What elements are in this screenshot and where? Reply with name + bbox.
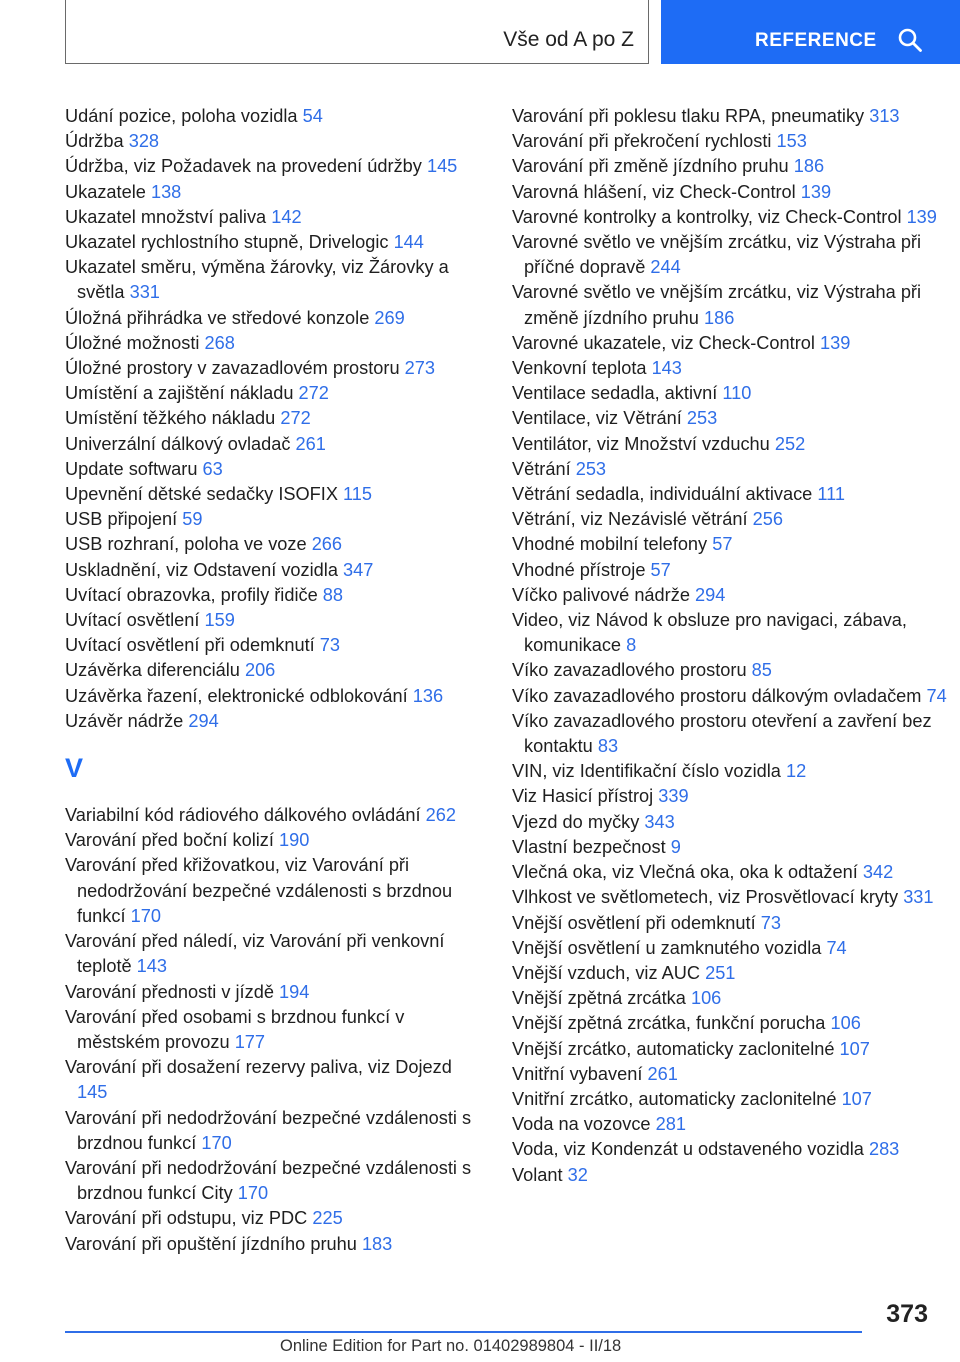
index-entry <box>65 306 485 331</box>
page-link[interactable]: 206 <box>244 660 276 681</box>
index-entry <box>65 853 485 929</box>
index-entry <box>65 532 485 557</box>
index-entry <box>512 507 952 532</box>
index-entry-text: Update softwaru <box>65 458 198 479</box>
index-entry-text: Varování při nedodržování bezpečné vzdálenosti s brzdnou funkcí <box>65 1107 472 1153</box>
page-link[interactable]: 145 <box>426 156 458 177</box>
reference-tab-label: REFERENCE <box>755 30 877 51</box>
index-entry <box>512 860 952 885</box>
footer-divider <box>65 1331 862 1333</box>
index-entry <box>512 810 952 835</box>
index-entry-text: Venkovní teplota <box>512 358 647 379</box>
index-entry <box>65 1005 485 1055</box>
index-entry <box>512 961 952 986</box>
page-link[interactable]: 225 <box>312 1208 343 1229</box>
index-entry-text: Ukazatel směru, výměna žárovky, viz Žárovky a světla <box>65 257 449 303</box>
index-entry <box>512 936 952 961</box>
header-section-box <box>65 0 649 64</box>
page-link[interactable]: 142 <box>271 206 302 227</box>
index-entry <box>65 154 485 179</box>
reference-tab[interactable] <box>661 0 960 64</box>
index-entry-text: USB rozhraní, poloha ve voze <box>65 534 307 555</box>
page-link[interactable]: 32 <box>567 1164 588 1185</box>
index-entry-text: Větrání, viz Nezávislé větrání <box>512 509 748 530</box>
page-link[interactable]: 139 <box>820 332 851 353</box>
page-link[interactable]: 111 <box>817 484 845 505</box>
index-entry-text: Ukazatel rychlostního stupně, Drivelogic <box>65 232 389 253</box>
page-link[interactable]: 186 <box>703 307 735 328</box>
index-entry <box>512 104 952 129</box>
index-entry-text: USB připojení <box>65 509 178 530</box>
page-link[interactable]: 144 <box>393 232 424 253</box>
v-entries-list <box>65 803 485 1257</box>
index-entry-text: Varování při nedodržování bezpečné vzdálenosti s brzdnou funkcí City <box>65 1157 472 1204</box>
page-link[interactable]: 244 <box>650 257 681 278</box>
index-entry <box>512 1011 952 1036</box>
page-link[interactable]: 88 <box>322 584 343 605</box>
index-entry <box>512 1137 952 1162</box>
index-entry <box>512 356 952 381</box>
index-entry-text: Ventilace sedadla, aktivní <box>512 383 718 404</box>
page-link[interactable]: 252 <box>774 433 806 454</box>
index-entry <box>512 709 952 759</box>
index-entry <box>65 583 485 608</box>
page-link[interactable]: 59 <box>182 509 203 530</box>
page-link[interactable]: 170 <box>201 1132 232 1153</box>
page-link[interactable]: 145 <box>77 1082 108 1103</box>
page-link[interactable]: 190 <box>279 830 310 851</box>
index-entry-text: Uzávěrka diferenciálu <box>65 660 240 681</box>
page-number: 373 <box>886 1300 928 1328</box>
page-link[interactable]: 339 <box>658 786 689 807</box>
index-entry <box>512 331 952 356</box>
index-entry <box>65 558 485 583</box>
page-link[interactable]: 261 <box>295 433 326 454</box>
index-entry <box>512 205 952 230</box>
index-entry <box>512 986 952 1011</box>
page-link[interactable]: 331 <box>129 282 160 303</box>
index-entry-text: Udání pozice, poloha vozidla <box>65 106 298 126</box>
index-entry-text: Varování při odstupu, viz PDC <box>65 1208 308 1229</box>
page-link[interactable]: 74 <box>826 937 847 958</box>
index-entry-text: Vnější zpětná zrcátka <box>512 988 686 1009</box>
page-link[interactable]: 273 <box>404 358 436 379</box>
index-entry-text: Vlhkost ve světlometech, viz Prosvětlovací kryty <box>512 887 899 908</box>
index-entry-text: Úložné prostory v zavazadlovém prostoru <box>65 358 400 379</box>
index-entry-text: Uvítací osvětlení při odemknutí <box>65 635 315 656</box>
page-link[interactable]: 313 <box>869 106 900 126</box>
index-entry-text: Varovné kontrolky a kontrolky, viz Check-Control <box>512 206 902 227</box>
page-link[interactable]: 281 <box>655 1114 686 1135</box>
index-entry-text: Varování při opuštění jízdního pruhu <box>65 1233 357 1254</box>
page-link[interactable]: 170 <box>237 1183 269 1204</box>
index-entry-text: Úložná přihrádka ve středové konzole <box>65 307 370 328</box>
index-entry <box>65 608 485 633</box>
index-entry-text: Víko zavazadlového prostoru <box>512 660 747 681</box>
page-link[interactable]: 269 <box>374 307 405 328</box>
index-entry-text: Uzávěrka řazení, elektronické odblokování <box>65 685 408 706</box>
page-link[interactable]: 183 <box>361 1233 393 1254</box>
index-entry <box>65 129 485 154</box>
page-link[interactable]: 266 <box>311 534 343 555</box>
index-entry-text: Víko zavazadlového prostoru otevření a zavření bez kontaktu <box>512 710 932 757</box>
index-entry-text: Varovné světlo ve vnějším zrcátku, viz Výstraha při příčné dopravě <box>512 232 922 278</box>
index-entry-text: Variabilní kód rádiového dálkového ovládání <box>65 805 421 826</box>
page-link[interactable]: 8 <box>626 635 637 656</box>
page-link[interactable]: 74 <box>926 685 947 706</box>
index-entry <box>512 1112 952 1137</box>
page-link[interactable]: 256 <box>752 509 783 530</box>
page-link[interactable]: 107 <box>841 1088 872 1109</box>
page-link[interactable]: 143 <box>651 358 682 379</box>
page-link[interactable]: 294 <box>188 710 219 731</box>
index-entry-text: Umístění těžkého nákladu <box>65 408 276 429</box>
page-link[interactable]: 143 <box>136 956 168 977</box>
index-entry-text: Úložné možnosti <box>65 332 200 353</box>
index-entry <box>65 803 485 828</box>
index-entry <box>65 104 485 129</box>
page-link[interactable]: 153 <box>776 131 807 152</box>
index-entry <box>512 658 952 683</box>
index-entry-text: Varování při poklesu tlaku RPA, pneumatiky <box>512 106 865 126</box>
index-entry-text: Víčko palivové nádrže <box>512 584 690 605</box>
page-link[interactable]: 136 <box>412 685 444 706</box>
index-entry-text: Video, viz Návod k obsluze pro navigaci, zábava, komunikace <box>512 610 907 656</box>
index-entry <box>512 885 952 910</box>
index-entry <box>65 432 485 457</box>
page-link[interactable]: 139 <box>906 206 937 227</box>
index-entry-text: Vlastní bezpečnost <box>512 836 666 857</box>
page-link[interactable]: 9 <box>670 836 681 857</box>
index-entry-text: Varování při překročení rychlosti <box>512 131 772 152</box>
index-entry <box>65 356 485 381</box>
index-entry-text: Vnější vzduch, viz AUC <box>512 962 701 983</box>
page-link[interactable]: 343 <box>644 811 675 832</box>
index-entry-text: Ventilátor, viz Množství vzduchu <box>512 433 770 454</box>
index-entry-text: Varování před boční kolizí <box>65 830 274 851</box>
index-entry <box>65 1206 485 1231</box>
index-entry-text: Uskladnění, viz Odstavení vozidla <box>65 559 338 580</box>
page-link[interactable]: 253 <box>686 408 718 429</box>
index-entry-text: Varování při změně jízdního pruhu <box>512 156 789 177</box>
index-entry-text: Vhodné mobilní telefony <box>512 534 708 555</box>
index-entry-text: Univerzální dálkový ovladač <box>65 433 291 454</box>
index-entry <box>512 583 952 608</box>
index-entry <box>65 1055 485 1105</box>
page-link[interactable]: 272 <box>298 383 329 404</box>
index-entry <box>512 432 952 457</box>
index-entry-text: Varovné ukazatele, viz Check-Control <box>512 332 815 353</box>
index-entry <box>512 835 952 860</box>
footer-edition-text <box>280 1337 621 1356</box>
index-entry-text: Varovné světlo ve vnějším zrcátku, viz Výstraha při změně jízdního pruhu <box>512 282 922 328</box>
index-entry-text: Varování při dosažení rezervy paliva, viz Dojezd <box>65 1057 452 1078</box>
page-link[interactable]: 347 <box>343 559 374 580</box>
section-title: Vše od A po Z <box>503 28 634 51</box>
index-entry <box>512 381 952 406</box>
index-entry <box>65 482 485 507</box>
section-letter-v: V <box>65 753 84 784</box>
index-entry <box>512 532 952 557</box>
index-entry <box>512 1163 952 1188</box>
index-entry-text: Varování před osobami s brzdnou funkcí v městském provozu <box>65 1006 405 1052</box>
index-entry <box>512 684 952 709</box>
index-entry-text: Varování před náledí, viz Varování při venkovní teplotě <box>65 931 445 977</box>
index-entry <box>512 558 952 583</box>
page-link[interactable]: 106 <box>830 1013 861 1034</box>
index-entry-text: Vhodné přístroje <box>512 559 646 580</box>
index-entry <box>65 381 485 406</box>
page-link[interactable]: 170 <box>130 905 161 926</box>
index-entry-text: Uvítací obrazovka, profily řidiče <box>65 584 318 605</box>
page-link[interactable]: 115 <box>343 484 373 505</box>
search-icon[interactable] <box>897 27 923 53</box>
page-link[interactable]: 106 <box>690 988 722 1009</box>
page-link[interactable]: 107 <box>839 1038 870 1059</box>
page-link[interactable]: 73 <box>760 912 781 933</box>
index-entry <box>512 784 952 809</box>
index-entry <box>65 1232 485 1257</box>
page-link[interactable]: 63 <box>202 458 223 479</box>
index-entry <box>65 633 485 658</box>
index-entry-text: Volant <box>512 1164 563 1185</box>
index-entry-text: Vnější osvětlení u zamknutého vozidla <box>512 937 822 958</box>
index-entry-text: Větrání <box>512 458 571 479</box>
index-entry-text: Umístění a zajištění nákladu <box>65 383 294 404</box>
index-entry <box>512 280 952 330</box>
page-link[interactable]: 83 <box>597 736 619 757</box>
index-entry-text: Ukazatele <box>65 181 146 202</box>
page-link[interactable]: 57 <box>712 534 733 555</box>
index-entry-text: Voda na vozovce <box>512 1114 651 1135</box>
index-entry <box>65 1156 485 1206</box>
page-link[interactable]: 159 <box>204 610 235 631</box>
page-link[interactable]: 331 <box>903 887 934 908</box>
u-entries-list <box>65 104 485 734</box>
page-link[interactable]: 177 <box>234 1031 266 1052</box>
page-link[interactable]: 138 <box>150 181 182 202</box>
index-entry <box>512 457 952 482</box>
page-link[interactable]: 194 <box>279 981 310 1002</box>
page-link[interactable]: 262 <box>425 805 456 826</box>
v-entries-list-continued <box>512 104 952 1188</box>
index-entry-text: Víko zavazadlového prostoru dálkovým ovladačem <box>512 685 922 706</box>
index-entry <box>65 230 485 255</box>
index-entry-text: Vjezd do myčky <box>512 811 640 832</box>
index-entry-text: Varování před křižovatkou, viz Varování při nedodržování bezpečné vzdálenosti s brzdnou funkcí <box>65 855 453 926</box>
index-entry <box>65 929 485 979</box>
index-entry-text: Údržba <box>65 131 124 152</box>
index-column-left <box>65 104 485 1257</box>
index-entry <box>512 1037 952 1062</box>
index-entry-text: Vnější osvětlení při odemknutí <box>512 912 756 933</box>
page-link[interactable]: 294 <box>695 584 726 605</box>
index-entry-text: Ventilace, viz Větrání <box>512 408 682 429</box>
page-link[interactable]: 328 <box>128 131 160 152</box>
index-entry <box>65 331 485 356</box>
index-entry <box>65 255 485 305</box>
index-entry <box>512 608 952 658</box>
index-entry-text: VIN, viz Identifikační číslo vozidla <box>512 761 781 782</box>
page-link[interactable]: 186 <box>793 156 825 177</box>
index-entry <box>512 154 952 179</box>
index-entry <box>512 230 952 280</box>
index-entry <box>65 457 485 482</box>
page-link[interactable]: 251 <box>705 962 736 983</box>
index-entry <box>512 911 952 936</box>
page-link[interactable]: 12 <box>785 761 807 782</box>
index-entry-text: Uvítací osvětlení <box>65 610 200 631</box>
index-entry <box>65 1106 485 1156</box>
index-entry-text: Větrání sedadla, individuální aktivace <box>512 484 813 505</box>
page-link[interactable]: 283 <box>868 1139 900 1160</box>
index-column-right <box>512 104 952 1188</box>
index-entry <box>512 129 952 154</box>
edition-text: Online Edition for Part no. 01402989804 - II/18 <box>280 1337 622 1355</box>
page-link[interactable]: 85 <box>751 660 772 681</box>
page-link[interactable]: 268 <box>204 332 235 353</box>
page-link[interactable]: 261 <box>647 1063 678 1084</box>
page-link[interactable]: 57 <box>650 559 671 580</box>
index-entry-text: Údržba, viz Požadavek na provedení údržby <box>65 156 422 177</box>
index-entry <box>512 759 952 784</box>
page-link[interactable]: 110 <box>722 383 752 404</box>
index-entry <box>512 180 952 205</box>
index-entry-text: Vnitřní zrcátko, automaticky zaclonitelné <box>512 1088 837 1109</box>
index-entry <box>65 980 485 1005</box>
index-entry-text: Vnější zpětná zrcátka, funkční porucha <box>512 1013 826 1034</box>
index-entry <box>512 1087 952 1112</box>
index-entry <box>65 180 485 205</box>
page-link[interactable]: 54 <box>302 106 323 126</box>
index-entry-text: Vlečná oka, viz Vlečná oka, oka k odtažení <box>512 862 858 883</box>
index-entry <box>65 406 485 431</box>
index-entry-text: Ukazatel množství paliva <box>65 206 267 227</box>
page-link[interactable]: 253 <box>575 458 607 479</box>
index-entry-text: Uzávěr nádrže <box>65 710 184 731</box>
page-link[interactable]: 272 <box>280 408 311 429</box>
page-link[interactable]: 73 <box>319 635 340 656</box>
index-entry-text: Viz Hasicí přístroj <box>512 786 654 807</box>
page-link[interactable]: 139 <box>800 181 832 202</box>
index-entry <box>65 709 485 734</box>
index-entry-text: Upevnění dětské sedačky ISOFIX <box>65 484 338 505</box>
index-entry <box>512 1062 952 1087</box>
index-entry <box>512 406 952 431</box>
index-entry-text: Varovná hlášení, viz Check-Control <box>512 181 796 202</box>
index-entry <box>65 507 485 532</box>
index-entry <box>65 684 485 709</box>
index-entry-text: Varování přednosti v jízdě <box>65 981 274 1002</box>
index-entry <box>65 205 485 230</box>
index-entry <box>65 658 485 683</box>
index-entry-text: Vnitřní vybavení <box>512 1063 643 1084</box>
index-entry-text: Vnější zrcátko, automaticky zaclonitelné <box>512 1038 835 1059</box>
index-entry <box>512 482 952 507</box>
page-link[interactable]: 342 <box>862 862 894 883</box>
index-entry <box>65 828 485 853</box>
index-entry-text: Voda, viz Kondenzát u odstaveného vozidla <box>512 1139 864 1160</box>
